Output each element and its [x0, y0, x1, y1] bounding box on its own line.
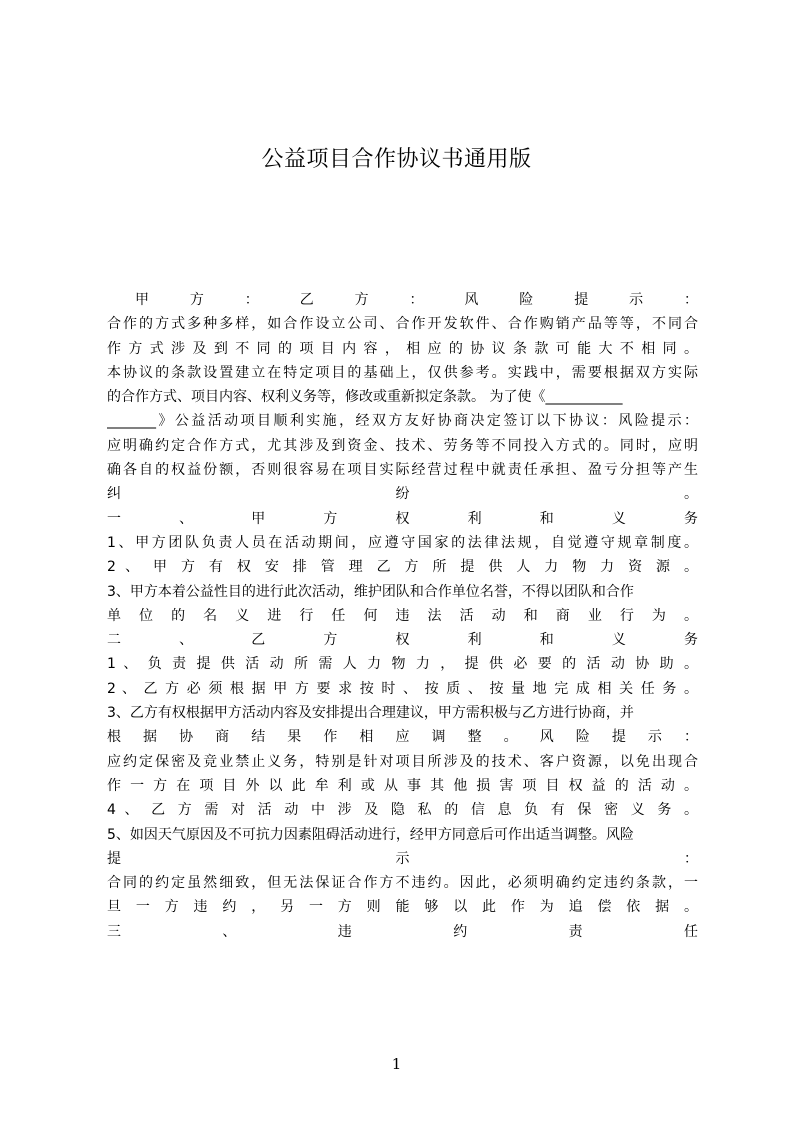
text-line: 根 据 协 商 结 果 作 相 应 调 整 。 风 险 提 示 ：	[107, 729, 698, 746]
text-line: 4 、 乙 方 需 对 活 动 中 涉 及 隐 私 的 信 息 负 有 保 密 义 务 。	[107, 802, 698, 819]
text-line: 应约定保密及竞业禁止义务，特别是针对项目所涉及的技术、客户资源，以免出现合	[107, 753, 698, 770]
text-line: 2 、 乙 方 必 须 根 据 甲 方 要 求 按 时 、 按 质 、 按 量 地 完 成 相 关 任 务 。	[107, 680, 698, 697]
text-line: 作 一 方 在 项 目 外 以 此 牟 利 或 从 事 其 他 损 害 项 目 权 益 的 活 动 。	[107, 777, 698, 794]
text-line: 旦 一 方 违 约 ， 另 一 方 则 能 够 以 此 作 为 追 偿 依 据 。	[107, 899, 698, 916]
text-line: 2 、 甲 方 有 权 安 排 管 理 乙 方 所 提 供 人 力 物 力 资 源 。	[107, 559, 698, 576]
text-line: 作方式涉及到不同的项目内容，相应的协议条款可能大不相同。	[107, 340, 698, 357]
text-line: 1、甲方团队负责人员在活动期间，应遵守国家的法律法规，自觉遵守规章制度。	[107, 534, 698, 551]
section-heading-breach: 三 、 违 约 责 任	[107, 923, 698, 940]
text-line: 纠 纷 。	[107, 486, 698, 503]
text-line: 甲 方 ： 乙 方 ： 风 险 提 示 ：	[135, 292, 698, 308]
text-line: 3、乙方有权根据甲方活动内容及安排提出合理建议，甲方需积极与乙方进行协商，并	[107, 705, 634, 722]
document-body	[107, 288, 698, 944]
text-line: 单 位 的 名 义 进 行 任 何 违 法 活 动 和 商 业 行 为 。	[107, 607, 698, 624]
text-line: 3、甲方本着公益性目的进行此次活动，维护团队和合作单位名誉，不得以团队和合作	[107, 583, 634, 600]
text-line: 1 、 负 责 提 供 活 动 所 需 人 力 物 力 ， 提 供 必 要 的 活 动 协 助 。	[107, 656, 698, 673]
text-line: 提 示 ：	[107, 850, 698, 867]
text-line: 的合作方式、项目内容、权利义务等，修改或重新拟定条款。 为了使《___________	[107, 389, 623, 406]
page-number: 1	[391, 1055, 402, 1073]
text-line: 5、如因天气原因及不可抗力因素阻碍活动进行，经甲方同意后可作出适当调整。风险	[107, 826, 634, 843]
section-heading-party-b: 二 、 乙 方 权 利 和 义 务	[107, 632, 698, 649]
text-line: _______》公益活动项目顺利实施，经双方友好协商决定签订以下协议：风险提示：	[107, 413, 698, 430]
text-line: 本协议的条款设置建立在特定项目的基础上，仅供参考。实践中，需要根据双方实际	[107, 364, 698, 381]
document-title: 公益项目合作协议书通用版	[261, 147, 532, 172]
text-line: 合同的约定虽然细致，但无法保证合作方不违约。因此，必须明确约定违约条款，一	[107, 875, 698, 892]
section-heading-party-a: 一 、 甲 方 权 利 和 义 务	[107, 510, 698, 527]
text-line: 应明确约定合作方式，尤其涉及到资金、技术、劳务等不同投入方式的。同时，应明	[107, 437, 698, 454]
text-line: 确各自的权益份额，否则很容易在项目实际经营过程中就责任承担、盈亏分担等产生	[107, 462, 698, 479]
text-line: 合作的方式多种多样，如合作设立公司、合作开发软件、合作购销产品等等，不同合	[107, 316, 698, 333]
